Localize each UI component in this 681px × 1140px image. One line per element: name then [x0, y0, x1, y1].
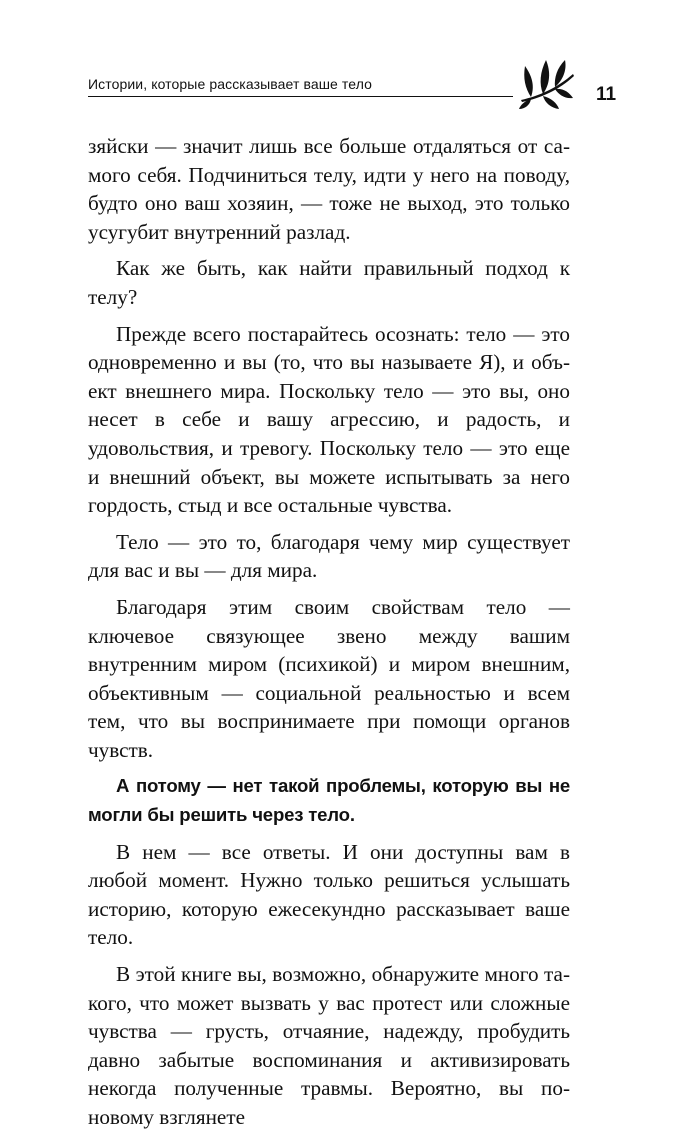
- paragraph: Как же быть, как найти правильный подход к телу?: [88, 256, 570, 309]
- body-text: [88, 132, 570, 1140]
- paragraph: В нем — все ответы. И они доступны вам в любой момент. Нужно только решиться услышать историю, которую ежесекундно рассказывает ваше тело.: [88, 839, 570, 950]
- leaf-sprig-icon: [519, 56, 577, 110]
- paragraph: зяйски — значит лишь все больше отдаляться от самого себя. Подчиниться телу, идти у него на поводу, будто оно ваш хозяин, — тоже не выход, это только усугубит внутренний разлад.: [88, 134, 570, 244]
- paragraph: Прежде всего постарайтесь осознать: тело — это одновременно и вы (то, что вы называете Я), и объект внешнего мира. Поскольку тело — это вы, оно несет в себе и вашу агрессию, и радость, и удовольствия, и тревогу. Поскольку тело — это еще и внешний объект, вы можете испытывать за него гордость, стыд и все остальные чувства.: [88, 321, 570, 518]
- paragraph: В этой книге вы, возможно, обнаружите много такого, что может вызвать у вас протест или сложные чувства — грусть, отчаяние, надежду, пробудить давно забытые воспоминания и активизировать некогда полученные травмы. Вероятно, вы по-новому взглянете: [88, 962, 570, 1129]
- paragraph: Тело — это то, благодаря чему мир существует для вас и вы — для мира.: [88, 529, 570, 583]
- emphasized-paragraph: А потому — нет такой проблемы, которую вы не могли бы решить через тело.: [88, 775, 570, 826]
- running-header: [88, 74, 513, 97]
- running-title: Истории, которые рассказывает ваше тело: [88, 76, 373, 92]
- page-number: 11: [596, 84, 617, 105]
- paragraph: Благодаря этим своим свойствам тело — ключевое связующее звено между вашим внутренним миром (психикой) и миром внешним, объективным — социальной реальностью и всем тем, что вы воспринимаете при помощи органов чувств.: [88, 594, 570, 762]
